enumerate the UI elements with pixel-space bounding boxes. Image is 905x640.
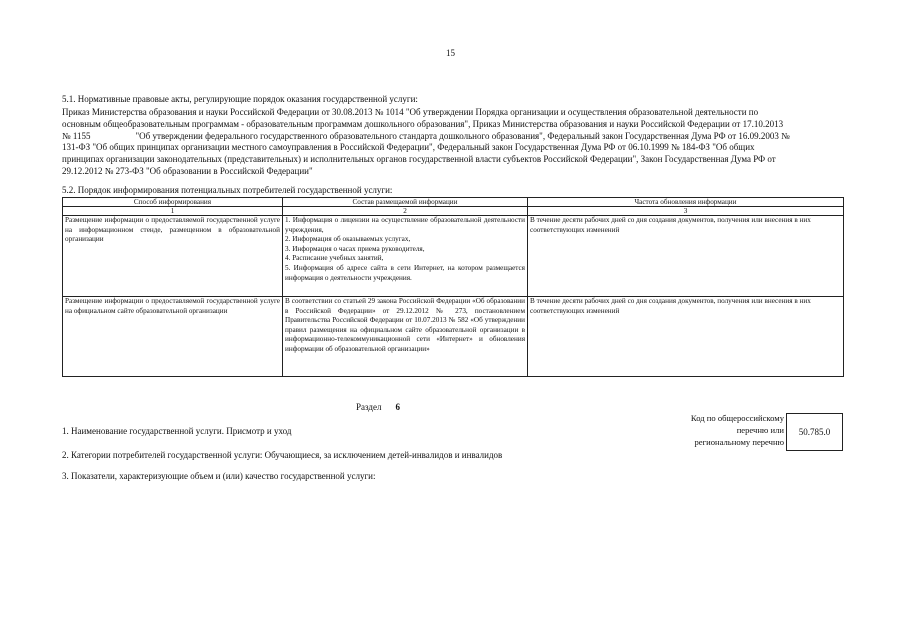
legal-acts-line: 131-ФЗ "Об общих принципах организации местного самоуправления в Российской Федерации", Федеральный закон Государственная Дума РФ от 06.10.1999 № 184-ФЗ "Об общих: [62, 142, 755, 153]
informing-table: [62, 197, 844, 377]
code-label: [655, 412, 784, 448]
table-row: [63, 216, 844, 297]
column-number: 3: [528, 207, 844, 216]
section-heading: [356, 402, 400, 412]
indicators-heading: 3. Показатели, характеризующие объем и (или) качество государственной услуги:: [62, 471, 376, 481]
content-line: 3. Информация о часах приема руководителя,: [285, 244, 425, 253]
section-5-1-title: 5.1. Нормативные правовые акты, регулирующие порядок оказания государственной услуги:: [62, 94, 418, 104]
content-line: 1. Информация о лицензии на осуществление образовательной деятельности учреждения,: [285, 216, 525, 234]
column-number: 1: [63, 207, 283, 216]
column-number: 2: [283, 207, 528, 216]
code-label-line: перечню или: [736, 425, 784, 435]
content-cell: [283, 216, 528, 297]
table-row: [63, 297, 844, 377]
frequency-cell: В течение десяти рабочих дней со дня создания документов, получения или внесения в них соответствующих изменений: [528, 297, 844, 377]
table-header-row: [63, 198, 844, 207]
legal-acts-line: № 1155 "Об утверждении федерального государственного образовательного стандарта дошкольного образования", Федеральный закон Государственная Дума РФ от 16.09.2003 №: [62, 130, 790, 141]
legal-acts-paragraph: [62, 107, 842, 178]
table-number-row: [63, 207, 844, 216]
page-number: 15: [446, 48, 455, 58]
section-5-2-title: 5.2. Порядок информирования потенциальных потребителей государственной услуги:: [62, 185, 393, 195]
header-method: Способ информирования: [63, 198, 283, 207]
content-line: 5. Информация об адресе сайта в сети Интернет, на котором размещается информация о деятельности учреждения.: [285, 263, 525, 282]
legal-acts-line: Приказ Министерства образования и науки Российской Федерации от 30.08.2013 № 1014 "Об утверждении Порядка организации и осуществления образовательной деятельности по: [62, 107, 759, 117]
header-frequency: Частота обновления информации: [528, 198, 844, 207]
consumer-categories: 2. Категории потребителей государственной услуги: Обучающиеся, за исключением детей-инвалидов и инвалидов: [62, 450, 503, 460]
code-label-line: региональному перечню: [694, 437, 784, 447]
legal-acts-line: 29.12.2012 № 273-ФЗ "Об образовании в Российской Федерации": [62, 165, 313, 176]
code-label-line: Код по общероссийскому: [690, 413, 784, 423]
code-value-box: [786, 413, 843, 451]
legal-acts-line: принципах организации законодательных (представительных) и исполнительных органов государственной власти субъектов Российской Федерации", Закон Государственная Дума РФ от: [62, 154, 776, 165]
frequency-cell: В течение десяти рабочих дней со дня создания документов, получения или внесения в них соответствующих изменений: [528, 216, 844, 297]
content-line: 2. Информация об оказываемых услугах,: [285, 235, 411, 244]
method-cell: Размещение информации о предоставляемой государственной услуге на информационном стенде, размещенном в образовательной организации: [63, 216, 283, 297]
code-value: 50.785.0: [798, 427, 831, 437]
section-number: 6: [395, 402, 400, 412]
service-name: 1. Наименование государственной услуги. Присмотр и уход: [62, 426, 292, 436]
legal-acts-line: основным общеобразовательным программам - образовательным программам дошкольного образования", Приказ Министерства образования и науки Российской Федерации от 17.10.2013: [62, 118, 784, 129]
content-cell: В соответствии со статьей 29 закона Российской Федерации «Об образовании в Российской Федерации» от 29.12.2012 № 273, постановлением Правительства Российской Федерации от 10.07.2013 № 582 «Об утверждении правил размещения на официальном сайте образовательной организации в информационно-телекоммуникационной сети «Интернет» и обновления информации об образовательной организации»: [283, 297, 528, 377]
method-cell: Размещение информации о предоставляемой государственной услуге на официальном сайте образовательной организации: [63, 297, 283, 377]
section-label: Раздел: [356, 402, 382, 412]
header-content: Состав размещаемой информации: [283, 198, 528, 207]
content-line: 4. Расписание учебных занятий,: [285, 254, 384, 263]
